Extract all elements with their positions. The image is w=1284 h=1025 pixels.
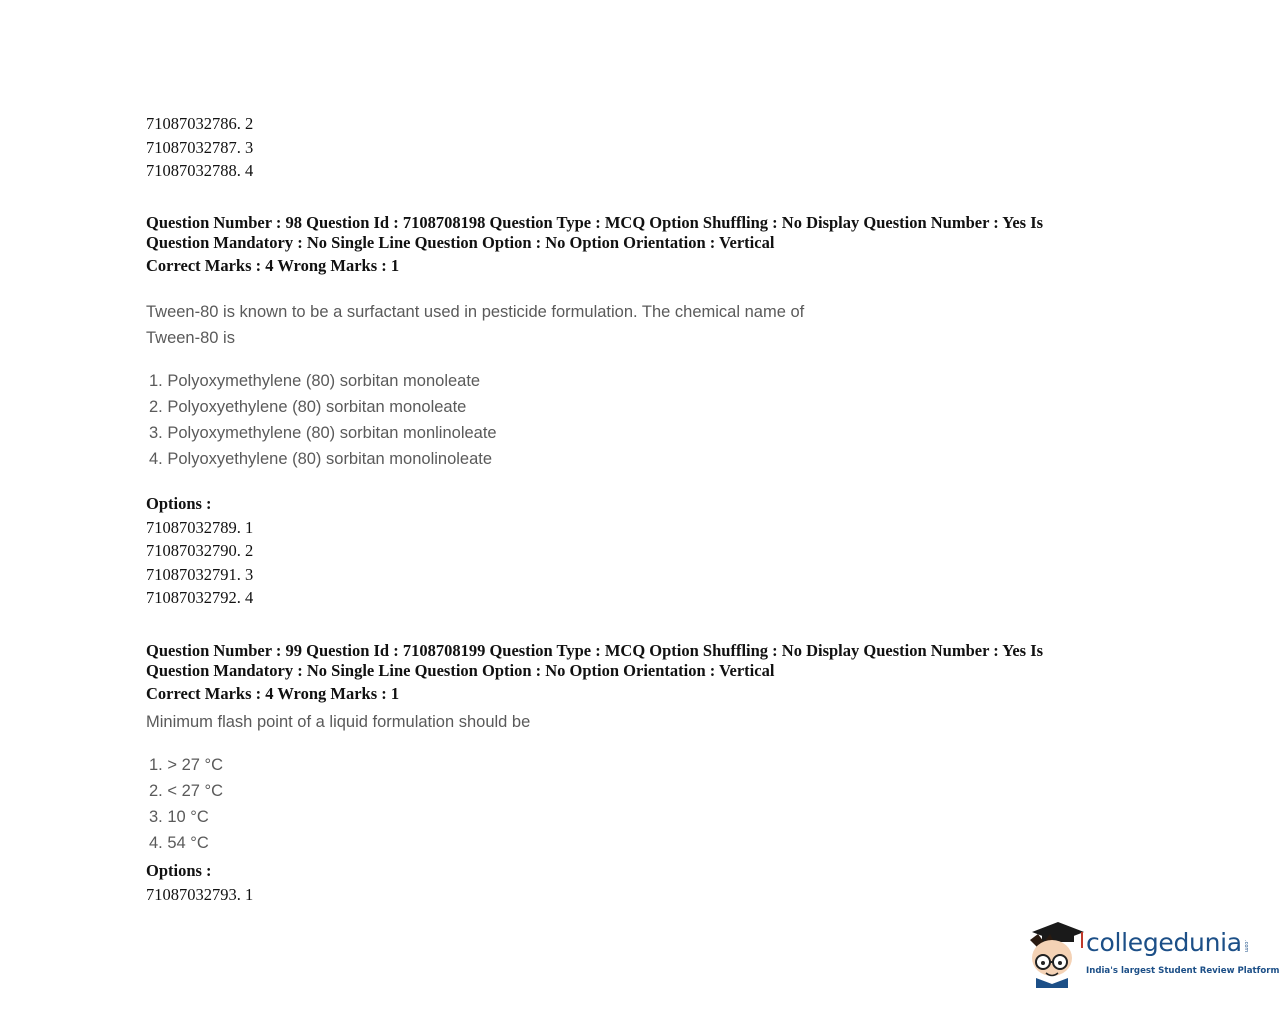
logo-suffix: .com — [1243, 940, 1249, 953]
q98-meta-line-2: Question Mandatory : No Single Line Question Option : No Option Orientation : Vertical — [146, 233, 775, 252]
option-id: 71087032788. 4 — [146, 161, 254, 180]
q99-question-text: Minimum flash point of a liquid formulation should be — [146, 713, 531, 731]
logo-wordmark: collegedunia — [1086, 928, 1242, 957]
q99-meta-line-2: Question Mandatory : No Single Line Question Option : No Option Orientation : Vertical — [146, 661, 775, 680]
choice-item: 3. 10 °C — [149, 808, 209, 826]
option-id: 71087032790. 2 — [146, 541, 254, 560]
q98-choices — [146, 368, 497, 472]
q99-meta-line-1: Question Number : 99 Question Id : 7108708199 Question Type : MCQ Option Shuffling : No Display Question Number : Yes Is — [146, 641, 1044, 660]
q99-options — [146, 859, 253, 906]
q99-marks: Correct Marks : 4 Wrong Marks : 1 — [146, 684, 400, 703]
choice-item: 1. Polyoxymethylene (80) sorbitan monoleate — [149, 372, 481, 390]
q98-options — [146, 492, 253, 610]
options-heading: Options : — [146, 861, 212, 880]
choice-item: 2. < 27 °C — [149, 782, 224, 800]
choice-item: 1. > 27 °C — [149, 756, 224, 774]
q98-marks: Correct Marks : 4 Wrong Marks : 1 — [146, 256, 400, 275]
mascot-icon — [1024, 918, 1084, 990]
choice-item: 2. Polyoxyethylene (80) sorbitan monoleate — [149, 398, 467, 416]
option-id: 71087032792. 4 — [146, 588, 254, 607]
option-id: 71087032793. 1 — [146, 884, 254, 904]
q98-question-line-1: Tween-80 is known to be a surfactant used in pesticide formulation. The chemical name of — [146, 303, 805, 321]
q99-meta — [146, 641, 1043, 704]
collegedunia-logo — [1024, 918, 1280, 990]
previous-options-list — [146, 112, 253, 183]
choice-item: 3. Polyoxymethylene (80) sorbitan monlinoleate — [149, 424, 497, 442]
option-id: 71087032791. 3 — [146, 564, 254, 584]
logo-tagline: India's largest Student Review Platform — [1086, 966, 1280, 976]
q99-choices — [146, 752, 223, 856]
q98-question-text — [146, 299, 804, 351]
option-id: 71087032789. 1 — [146, 517, 254, 537]
q98-question-line-2: Tween-80 is — [146, 329, 235, 347]
choice-item: 4. Polyoxyethylene (80) sorbitan monolinoleate — [149, 450, 493, 468]
options-heading: Options : — [146, 494, 212, 513]
option-id: 71087032786. 2 — [146, 114, 254, 133]
option-id: 71087032787. 3 — [146, 137, 254, 157]
q98-meta-line-1: Question Number : 98 Question Id : 7108708198 Question Type : MCQ Option Shuffling : No Display Question Number : Yes Is — [146, 213, 1044, 232]
q98-meta — [146, 213, 1043, 276]
choice-item: 4. 54 °C — [149, 834, 209, 852]
